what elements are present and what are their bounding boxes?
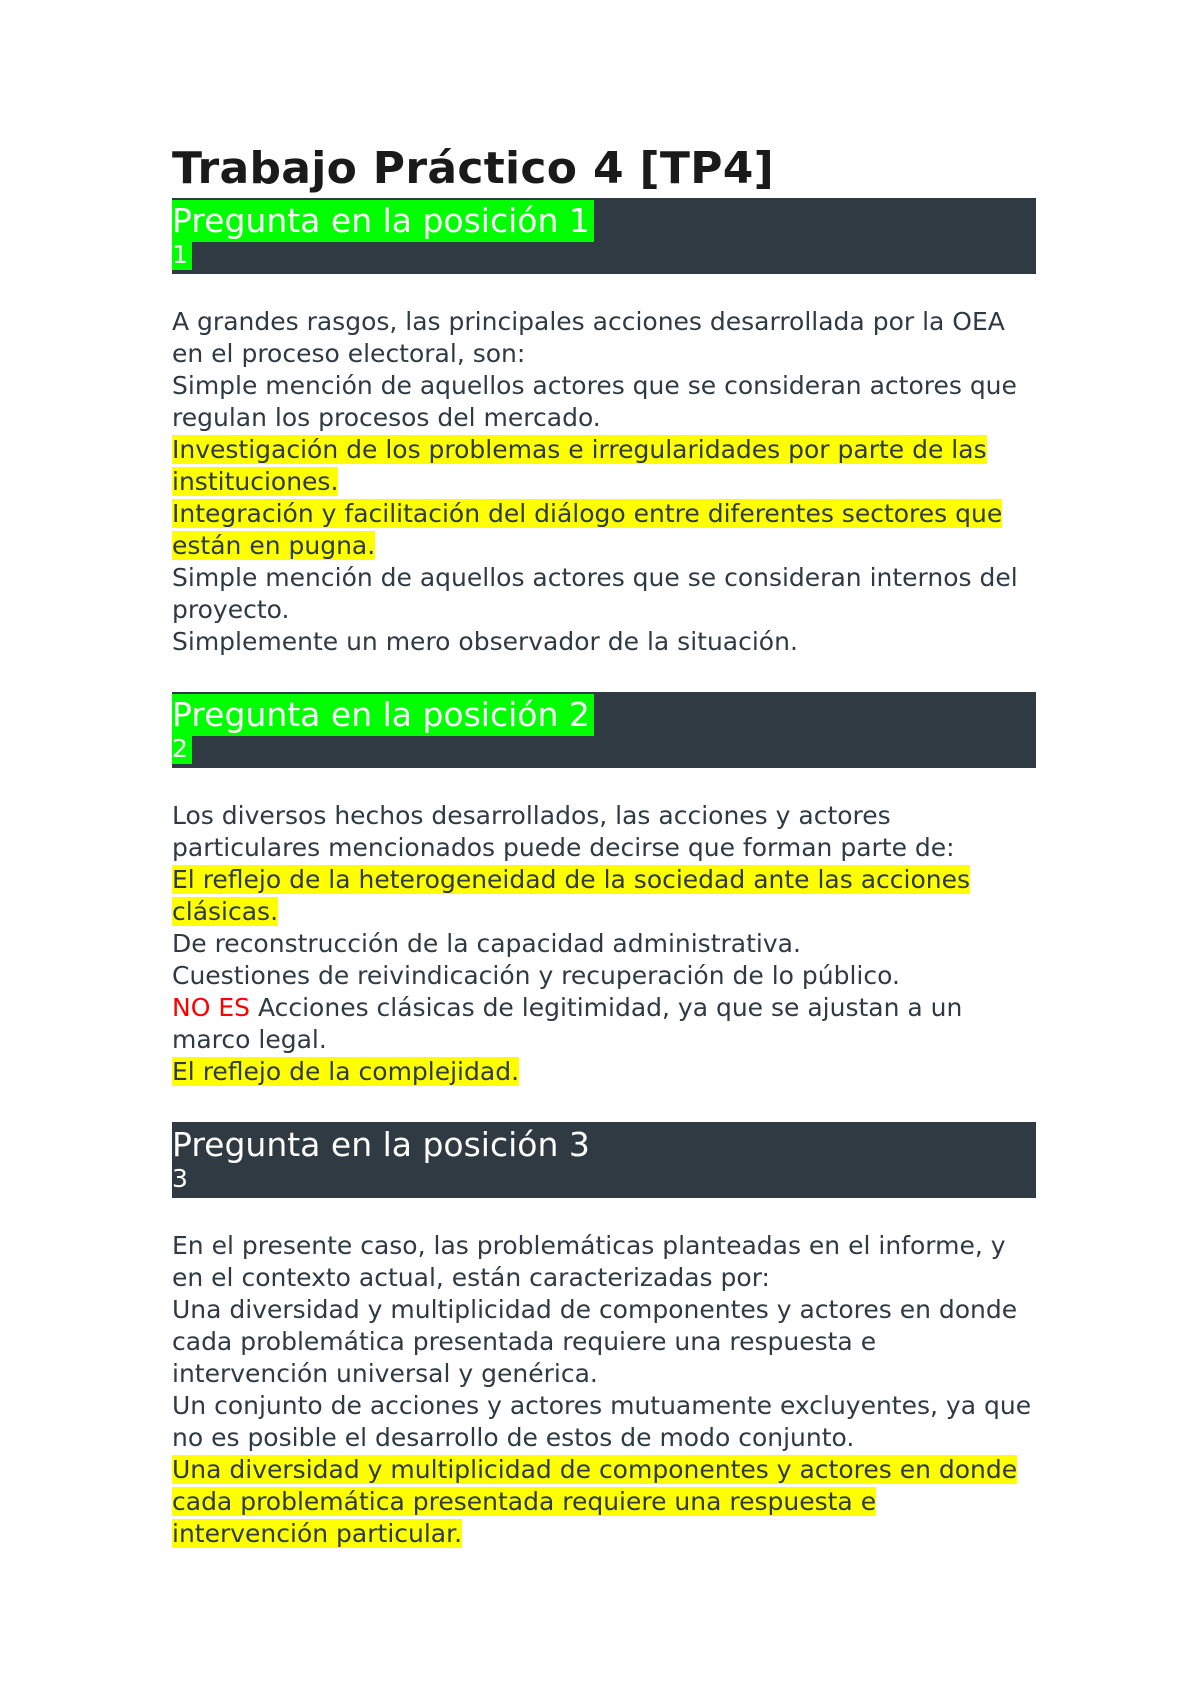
question-prompt: En el presente caso, las problemáticas planteadas en el informe, y en el contexto actual, están caracterizadas por: <box>172 1231 1006 1292</box>
answer-option <box>172 992 1036 1056</box>
answer-option <box>172 562 1036 626</box>
answer-option <box>172 864 1036 928</box>
section-spacer <box>172 658 1036 692</box>
question-title: Pregunta en la posición 1 <box>172 200 594 242</box>
question-title: Pregunta en la posición 3 <box>172 1125 590 1164</box>
answer-option <box>172 928 1036 960</box>
answer-option-text-highlighted: Integración y facilitación del diálogo entre diferentes sectores que están en pugna. <box>172 499 1003 560</box>
answer-option-text: Simple mención de aquellos actores que se consideran actores que regulan los procesos del mercado. <box>172 371 1017 432</box>
answer-option <box>172 434 1036 498</box>
document-page <box>172 140 1036 1550</box>
answer-option-text-highlighted: El reflejo de la heterogeneidad de la sociedad ante las acciones clásicas. <box>172 865 971 926</box>
answer-option <box>172 1294 1036 1390</box>
answer-option-text: Una diversidad y multiplicidad de componentes y actores en donde cada problemática presentada requiere una respuesta e intervención universal y genérica. <box>172 1295 1018 1388</box>
question-number: 1 <box>172 240 192 270</box>
answer-option-text-highlighted: El reflejo de la complejidad. <box>172 1057 520 1086</box>
page-title: Trabajo Práctico 4 [TP4] <box>172 143 775 194</box>
answer-option-text: Acciones clásicas de legitimidad, ya que se ajustan a un marco legal. <box>172 993 963 1054</box>
question-title: Pregunta en la posición 2 <box>172 694 594 736</box>
question-3 <box>172 1122 1036 1550</box>
answer-option-text: De reconstrucción de la capacidad administrativa. <box>172 929 801 958</box>
question-body-2 <box>172 800 1036 1088</box>
question-header-2 <box>172 692 1036 768</box>
question-body-1 <box>172 306 1036 658</box>
answer-option-text: Simple mención de aquellos actores que se consideran internos del proyecto. <box>172 563 1018 624</box>
answer-option-text-highlighted: Una diversidad y multiplicidad de componentes y actores en donde cada problemática presentada requiere una respuesta e intervención particular. <box>172 1455 1018 1548</box>
answer-option-text: Un conjunto de acciones y actores mutuamente excluyentes, ya que no es posible el desarrollo de estos de modo conjunto. <box>172 1391 1032 1452</box>
answer-option-text: Simplemente un mero observador de la situación. <box>172 627 798 656</box>
question-number: 3 <box>172 1164 188 1193</box>
question-header-3 <box>172 1122 1036 1198</box>
answer-option <box>172 960 1036 992</box>
answer-option <box>172 1454 1036 1550</box>
question-body-3 <box>172 1230 1036 1550</box>
answer-option <box>172 370 1036 434</box>
answer-option <box>172 1390 1036 1454</box>
question-number: 2 <box>172 734 192 764</box>
answer-option <box>172 626 1036 658</box>
question-header-1 <box>172 198 1036 274</box>
answer-option <box>172 498 1036 562</box>
answer-option <box>172 1056 1036 1088</box>
no-es-marker: NO ES <box>172 993 250 1022</box>
answer-option-text: Cuestiones de reivindicación y recuperación de lo público. <box>172 961 900 990</box>
question-1 <box>172 198 1036 658</box>
question-prompt: A grandes rasgos, las principales acciones desarrollada por la OEA en el proceso electoral, son: <box>172 307 1005 368</box>
question-2 <box>172 692 1036 1088</box>
answer-option-text-highlighted: Investigación de los problemas e irregularidades por parte de las instituciones. <box>172 435 987 496</box>
section-spacer <box>172 1088 1036 1122</box>
question-prompt: Los diversos hechos desarrollados, las acciones y actores particulares mencionados puede decirse que forman parte de: <box>172 801 955 862</box>
